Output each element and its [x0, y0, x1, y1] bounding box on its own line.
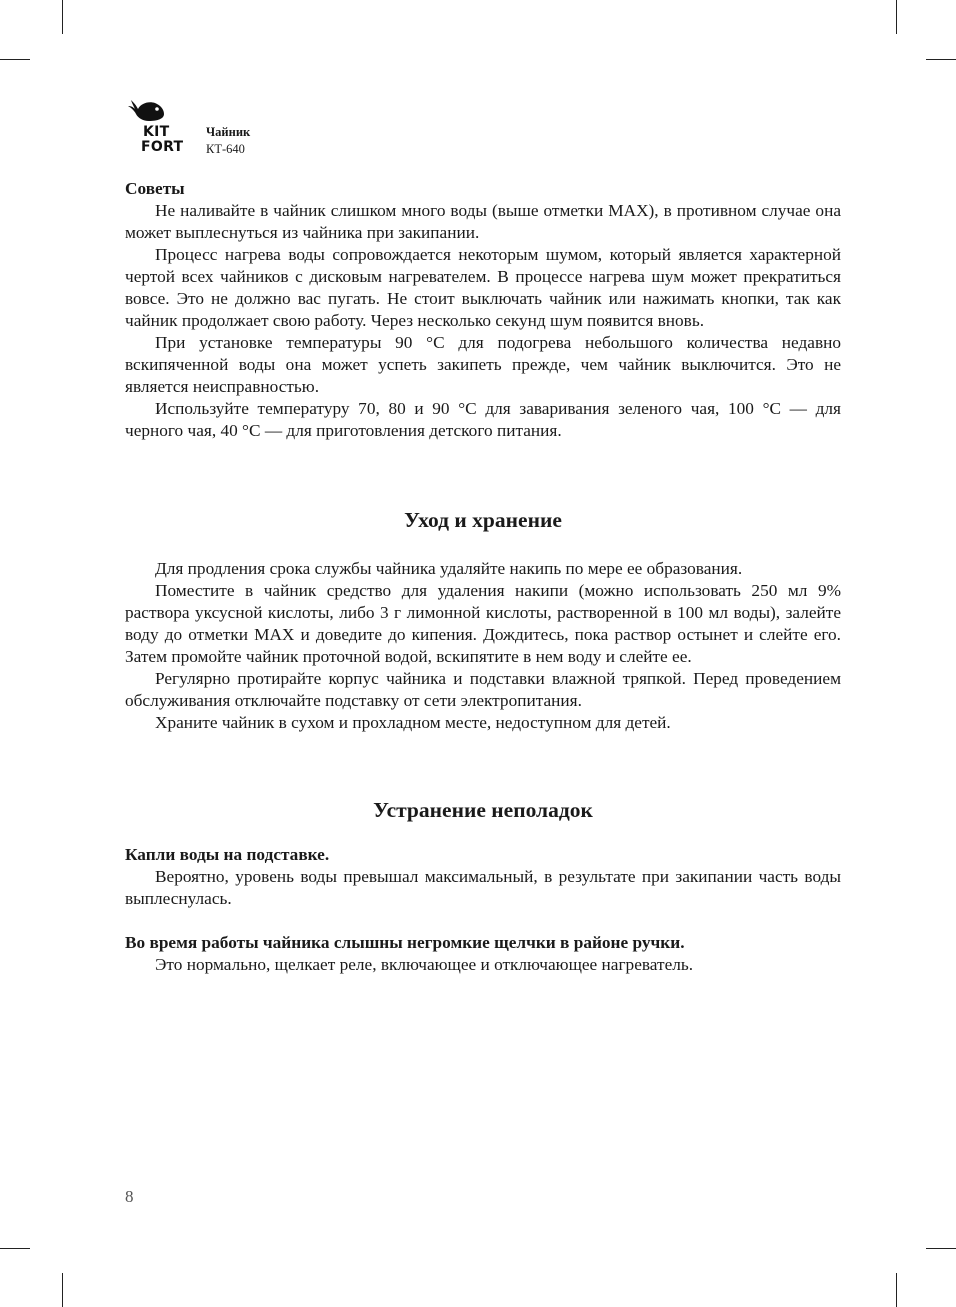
crop-mark: [62, 1273, 63, 1307]
troubleshooting-section-title: Устранение неполадок: [373, 798, 593, 822]
crop-mark: [0, 59, 30, 60]
brand-logo-text: [143, 125, 183, 155]
crop-mark: [896, 1273, 897, 1307]
care-paragraph: Регулярно протирайте корпус чайника и подставки влажной тряпкой. Перед проведением обслуживания отключайте подставку от сети электропитания.: [125, 669, 841, 710]
whale-icon: [124, 97, 170, 123]
crop-mark: [926, 1248, 956, 1249]
product-model: КТ-640: [206, 142, 245, 156]
care-paragraph: Поместите в чайник средство для удаления накипи (можно использовать 250 мл 9% раствора уксусной кислоты, либо 3 г лимонной кислоты, растворенной в 100 мл воды), залейте воду до отметки MAX и доведите до кипения. Дождитесь, пока раствор остынет и слейте его. Затем промойте чайник проточной водой, вскипятите в нем воду и слейте ее.: [125, 581, 841, 666]
problem-heading: Во время работы чайника слышны негромкие щелчки в районе ручки.: [125, 933, 685, 952]
crop-mark: [896, 0, 897, 34]
tips-paragraph: Процесс нагрева воды сопровождается некоторым шумом, который является характерной чертой всех чайников с дисковым нагревателем. В процессе нагрева шум может прекратиться вовсе. Это не должно вас пугать. Не стоит выключать чайник или нажимать кнопки, так как чайник продолжает свою работу. Через несколько секунд шум появится вновь.: [125, 245, 841, 330]
tips-paragraph: При установке температуры 90 °С для подогрева небольшого количества недавно вскипяченной воды она может успеть закипеть прежде, чем чайник выключится. Это не является неисправностью.: [125, 333, 841, 396]
page-content: [125, 178, 841, 976]
crop-mark: [0, 1248, 30, 1249]
tips-heading: Советы: [125, 179, 185, 198]
care-section-title: Уход и хранение: [404, 508, 562, 532]
crop-mark: [926, 59, 956, 60]
problem-heading: Капли воды на подставке.: [125, 845, 330, 864]
tips-paragraph: Используйте температуру 70, 80 и 90 °С для заваривания зеленого чая, 100 °С — для черного чая, 40 °С — для приготовления детского питания.: [125, 399, 841, 440]
tips-paragraph: Не наливайте в чайник слишком много воды (выше отметки MAX), в противном случае она может выплеснуться из чайника при закипании.: [125, 201, 841, 242]
product-name: Чайник: [206, 125, 251, 139]
brand-line-2: FORT: [141, 139, 184, 155]
crop-mark: [62, 0, 63, 34]
care-paragraph: Для продления срока службы чайника удаляйте накипь по мере ее образования.: [155, 559, 743, 578]
solution-text: Это нормально, щелкает реле, включающее и отключающее нагреватель.: [155, 955, 694, 974]
page-number: 8: [125, 1187, 134, 1206]
brand-line-1: KIT: [143, 124, 170, 140]
solution-text: Вероятно, уровень воды превышал максимальный, в результате при закипании часть воды выплеснулась.: [125, 867, 841, 908]
care-paragraph: Храните чайник в сухом и прохладном месте, недоступном для детей.: [155, 713, 671, 732]
